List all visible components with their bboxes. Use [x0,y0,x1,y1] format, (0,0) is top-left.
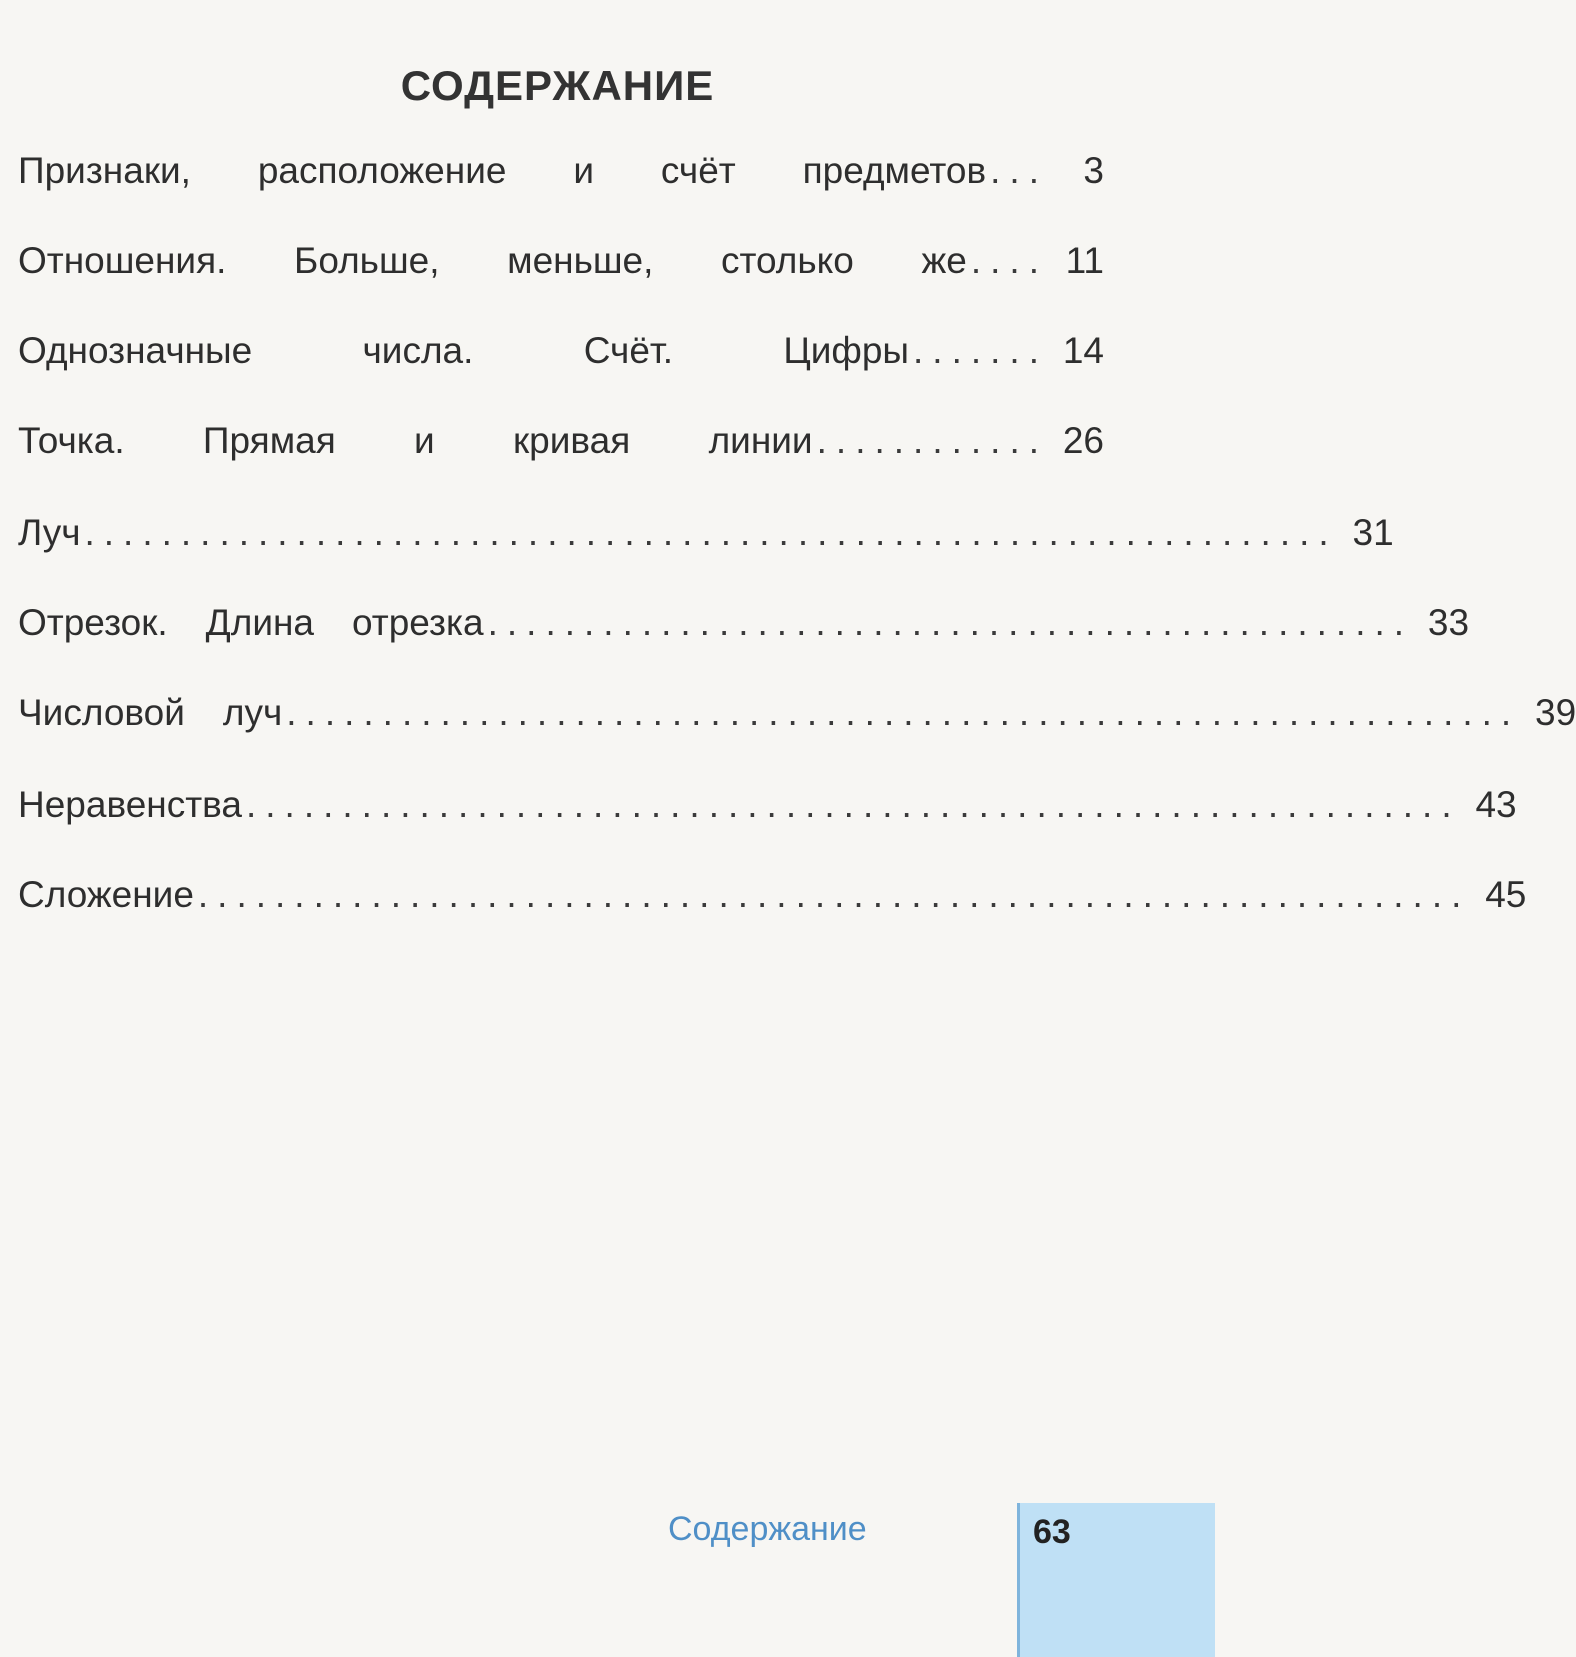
toc-entry-title [18,420,813,462]
toc-entry-word: столько [721,240,854,281]
toc-dot-leader: ............ [816,420,1048,461]
toc-entry-word: Прямая [202,420,336,461]
toc-entry-word: Числовой [18,692,185,733]
toc-entry-word: счёт [660,150,736,191]
toc-entry-word: Однозначные [18,330,253,371]
toc-dot-leader: .... [970,240,1048,281]
toc-entry-title [18,692,282,734]
toc-entry-title [18,150,986,192]
toc-entry-title [18,874,194,916]
toc-dot-leader: ....... [913,330,1048,371]
toc-entry-word: отрезка [352,602,484,643]
toc-entry-word: и [573,150,594,191]
toc-entry-word: и [414,420,435,461]
toc-entry [18,784,1517,844]
toc-page-number: 3 [1083,150,1104,191]
toc-page-number: 14 [1062,330,1104,371]
toc-page-number: 43 [1475,784,1517,825]
toc-entry-word: Больше, [294,240,440,281]
toc-entry-word: Отрезок. [18,602,168,643]
toc-entry [18,330,1104,390]
page-tab-divider [1017,1503,1020,1657]
footer-section-label: Содержание [668,1510,867,1548]
toc-dot-leader: ................................................................. [84,512,1338,553]
toc-page-number: 33 [1427,602,1470,643]
toc-entry-word: Неравенства [18,784,242,825]
toc-entry [18,512,1394,572]
toc-entry [18,602,1470,662]
toc-dot-leader: ... [990,150,1048,191]
toc-entry-word: же [921,240,967,281]
toc-entry-word: линии [708,420,813,461]
toc-page-number: 26 [1062,420,1104,461]
toc-entry-word: Отношения. [18,240,227,281]
toc-entry-word: предметов [802,150,987,191]
toc-entry [18,692,1576,752]
toc-dot-leader: ............................................................... [245,784,1461,825]
toc-page-number: 45 [1485,874,1527,915]
toc-entry-word: Признаки, [18,150,191,191]
toc-entry-word: Точка. [18,420,125,461]
toc-entry-word: Счёт. [583,330,674,371]
toc-entry-word: Луч [18,512,81,553]
toc-entry-title [18,602,484,644]
toc-page-number: 11 [1065,240,1104,281]
toc-entry-word: числа. [362,330,474,371]
toc-entry [18,420,1104,480]
page-title: СОДЕРЖАНИЕ [400,62,715,109]
toc-entry [18,150,1104,210]
toc-entry-word: расположение [257,150,507,191]
toc-entry-title [18,512,80,554]
toc-entry [18,874,1527,934]
toc-entry-word: меньше, [507,240,654,281]
page-number: 63 [1033,1513,1071,1551]
toc-entry-word: Сложение [18,874,194,915]
toc-dot-leader: .................................................................. [197,874,1471,915]
toc-page-number: 39 [1535,692,1576,733]
toc-dot-leader: ................................................................ [286,692,1521,733]
toc-entry [18,240,1104,300]
toc-entry-word: кривая [512,420,631,461]
toc-entry-word: Цифры [783,330,909,371]
toc-entry-title [18,330,909,372]
toc-entry-word: луч [222,692,283,733]
toc-page-number: 31 [1352,512,1394,553]
toc-entry-word: Длина [205,602,314,643]
toc-dot-leader: ................................................ [487,602,1414,643]
toc-entry-title [18,240,967,282]
toc-entry-title [18,784,242,826]
